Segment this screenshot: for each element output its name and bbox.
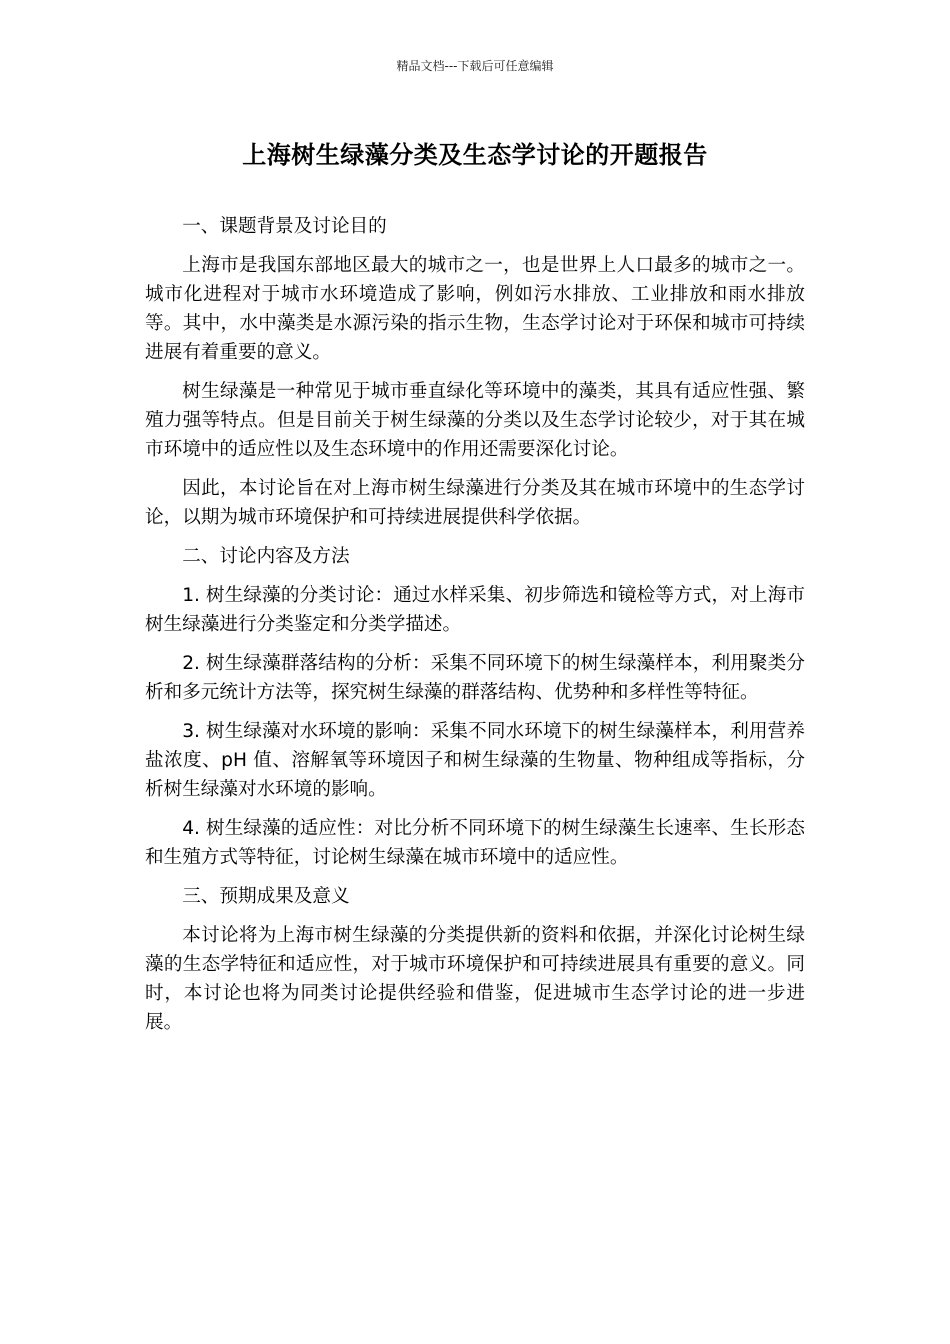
document-title: 上海树生绿藻分类及生态学讨论的开题报告	[242, 141, 708, 169]
list-item-paragraph: 4. 树生绿藻的适应性：对比分析不同环境下的树生绿藻生长速率、生长形态和生殖方式等特征，讨论树生绿藻在城市环境中的适应性。	[145, 818, 805, 868]
header-note: 精品文档---下载后可任意编辑	[396, 59, 554, 73]
list-item-paragraph: 2. 树生绿藻群落结构的分析：采集不同环境下的树生绿藻样本，利用聚类分析和多元统计方法等，探究树生绿藻的群落结构、优势种和多样性等特征。	[145, 653, 805, 703]
document-body	[145, 212, 805, 1047]
list-item-paragraph: 3. 树生绿藻对水环境的影响：采集不同水环境下的树生绿藻样本，利用营养盐浓度、pH 值、溶解氧等环境因子和树生绿藻的生物量、物种组成等指标，分析树生绿藻对水环境的影响。	[145, 721, 805, 800]
paragraph: 上海市是我国东部地区最大的城市之一，也是世界上人口最多的城市之一。城市化进程对于城市水环境造成了影响，例如污水排放、工业排放和雨水排放等。其中，水中藻类是水源污染的指示生物，生态学讨论对于环保和城市可持续进展有着重要的意义。	[145, 255, 805, 363]
paragraph: 树生绿藻是一种常见于城市垂直绿化等环境中的藻类，其具有适应性强、繁殖力强等特点。但是目前关于树生绿藻的分类以及生态学讨论较少，对于其在城市环境中的适应性以及生态环境中的作用还需要深化讨论。	[145, 381, 805, 460]
paragraph: 因此，本讨论旨在对上海市树生绿藻进行分类及其在城市环境中的生态学讨论，以期为城市环境保护和可持续进展提供科学依据。	[145, 478, 805, 528]
paragraph: 本讨论将为上海市树生绿藻的分类提供新的资料和依据，并深化讨论树生绿藻的生态学特征和适应性，对于城市环境保护和可持续进展具有重要的意义。同时，本讨论也将为同类讨论提供经验和借鉴，促进城市生态学讨论的进一步进展。	[145, 925, 805, 1033]
section-heading-outcomes: 三、预期成果及意义	[182, 886, 350, 907]
list-item-paragraph: 1. 树生绿藻的分类讨论：通过水样采集、初步筛选和镜检等方式，对上海市树生绿藻进行分类鉴定和分类学描述。	[145, 585, 805, 635]
section-heading-background: 一、课题背景及讨论目的	[182, 216, 387, 237]
section-heading-methods: 二、讨论内容及方法	[182, 546, 350, 567]
